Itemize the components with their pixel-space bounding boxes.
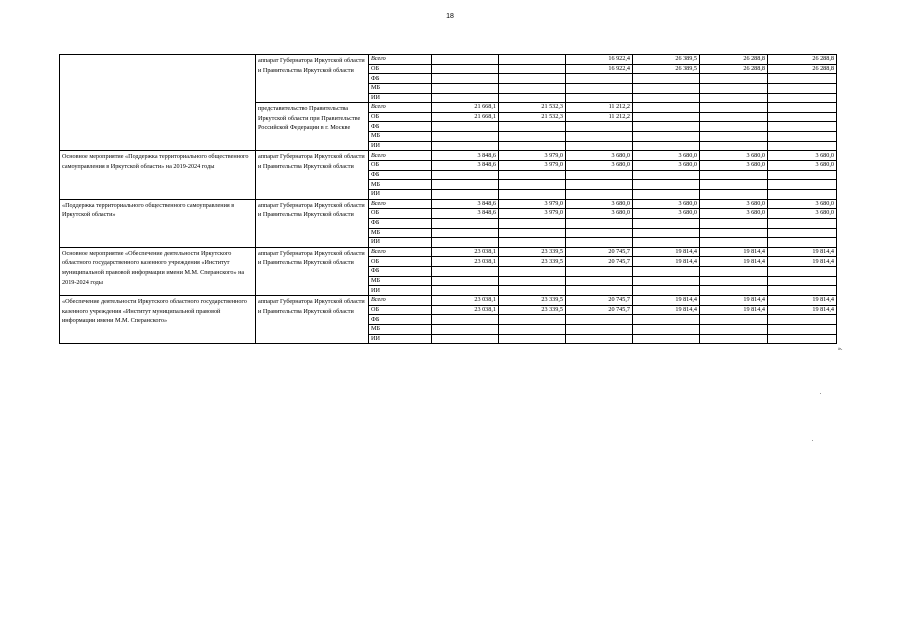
- amount-cell: [633, 74, 700, 84]
- amount-cell: [499, 276, 566, 286]
- amount-cell: [768, 315, 837, 325]
- amount-cell: [566, 218, 633, 228]
- funding-source: ОБ: [369, 161, 432, 171]
- amount-cell: [566, 141, 633, 151]
- amount-cell: [700, 74, 768, 84]
- amount-cell: 23 038,1: [432, 296, 499, 306]
- amount-cell: 3 680,0: [700, 161, 768, 171]
- amount-cell: [633, 228, 700, 238]
- amount-cell: [633, 267, 700, 277]
- amount-cell: [633, 93, 700, 103]
- amount-cell: [432, 132, 499, 142]
- amount-cell: [499, 180, 566, 190]
- table-row: [60, 151, 837, 161]
- amount-cell: [499, 132, 566, 142]
- amount-cell: 3 680,0: [768, 161, 837, 171]
- funding-source: Всего: [369, 103, 432, 113]
- amount-cell: [432, 286, 499, 296]
- amount-cell: [499, 189, 566, 199]
- amount-cell: [768, 93, 837, 103]
- amount-cell: [499, 83, 566, 93]
- amount-cell: 20 745,7: [566, 247, 633, 257]
- funding-source: ОБ: [369, 257, 432, 267]
- amount-cell: [768, 132, 837, 142]
- amount-cell: [700, 267, 768, 277]
- amount-cell: [633, 189, 700, 199]
- amount-cell: 16 922,4: [566, 64, 633, 74]
- amount-cell: 21 668,1: [432, 103, 499, 113]
- funding-source: ИИ: [369, 238, 432, 248]
- amount-cell: 19 814,4: [700, 257, 768, 267]
- amount-cell: 16 922,4: [566, 55, 633, 65]
- amount-cell: 3 680,0: [566, 161, 633, 171]
- amount-cell: [768, 112, 837, 122]
- amount-cell: [566, 189, 633, 199]
- amount-cell: 21 668,1: [432, 112, 499, 122]
- amount-cell: [432, 238, 499, 248]
- amount-cell: [432, 55, 499, 65]
- funding-source: ОБ: [369, 112, 432, 122]
- amount-cell: [566, 132, 633, 142]
- amount-cell: 3 848,6: [432, 209, 499, 219]
- funding-source: ИИ: [369, 93, 432, 103]
- amount-cell: [768, 334, 837, 344]
- amount-cell: [768, 122, 837, 132]
- amount-cell: [566, 315, 633, 325]
- amount-cell: 3 680,0: [633, 151, 700, 161]
- amount-cell: 20 745,7: [566, 296, 633, 306]
- amount-cell: 26 288,8: [700, 55, 768, 65]
- amount-cell: [633, 112, 700, 122]
- amount-cell: [432, 180, 499, 190]
- amount-cell: 21 532,3: [499, 103, 566, 113]
- amount-cell: [499, 74, 566, 84]
- amount-cell: 23 339,5: [499, 296, 566, 306]
- amount-cell: 19 814,4: [700, 247, 768, 257]
- amount-cell: [566, 276, 633, 286]
- page-number: 18: [446, 13, 454, 20]
- activity-description: Основное мероприятие «Поддержка территориального общественного самоуправления в Иркутской области» на 2019-2024 годы: [60, 151, 256, 199]
- amount-cell: 3 680,0: [700, 151, 768, 161]
- amount-cell: [432, 74, 499, 84]
- funding-source: ФБ: [369, 267, 432, 277]
- amount-cell: 26 288,8: [768, 55, 837, 65]
- amount-cell: 26 389,5: [633, 64, 700, 74]
- amount-cell: 23 339,5: [499, 305, 566, 315]
- amount-cell: 3 680,0: [768, 209, 837, 219]
- funding-source: Всего: [369, 296, 432, 306]
- amount-cell: [499, 93, 566, 103]
- amount-cell: [768, 267, 837, 277]
- amount-cell: [768, 218, 837, 228]
- amount-cell: 3 979,0: [499, 151, 566, 161]
- funding-source: ФБ: [369, 218, 432, 228]
- funding-source: ФБ: [369, 315, 432, 325]
- amount-cell: [633, 286, 700, 296]
- amount-cell: 23 339,5: [499, 257, 566, 267]
- funding-source: ОБ: [369, 209, 432, 219]
- funding-source: МБ: [369, 132, 432, 142]
- amount-cell: [633, 103, 700, 113]
- amount-cell: [499, 141, 566, 151]
- amount-cell: [633, 238, 700, 248]
- funding-source: МБ: [369, 228, 432, 238]
- amount-cell: 19 814,4: [768, 247, 837, 257]
- amount-cell: [499, 170, 566, 180]
- amount-cell: 26 389,5: [633, 55, 700, 65]
- funding-source: ОБ: [369, 64, 432, 74]
- amount-cell: 3 680,0: [768, 199, 837, 209]
- amount-cell: [499, 324, 566, 334]
- amount-cell: [432, 315, 499, 325]
- amount-cell: [432, 276, 499, 286]
- amount-cell: [432, 83, 499, 93]
- executor-name: аппарат Губернатора Иркутской области и Правительства Иркутской области: [256, 247, 369, 295]
- funding-source: ИИ: [369, 286, 432, 296]
- amount-cell: [633, 218, 700, 228]
- amount-cell: 3 848,6: [432, 199, 499, 209]
- amount-cell: [566, 286, 633, 296]
- funding-source: ФБ: [369, 170, 432, 180]
- amount-cell: [768, 180, 837, 190]
- table-row: [60, 247, 837, 257]
- amount-cell: [768, 228, 837, 238]
- amount-cell: 3 848,6: [432, 161, 499, 171]
- amount-cell: [700, 83, 768, 93]
- table-row: [60, 55, 837, 65]
- executor-name: аппарат Губернатора Иркутской области и Правительства Иркутской области: [256, 55, 369, 103]
- executor-name: представительство Правительства Иркутской области при Правительстве Российской Федерации в г. Москве: [256, 103, 369, 151]
- amount-cell: [768, 324, 837, 334]
- amount-cell: [432, 228, 499, 238]
- amount-cell: [768, 276, 837, 286]
- amount-cell: 21 532,3: [499, 112, 566, 122]
- amount-cell: [633, 180, 700, 190]
- amount-cell: [432, 93, 499, 103]
- amount-cell: [700, 141, 768, 151]
- amount-cell: [432, 64, 499, 74]
- amount-cell: [432, 189, 499, 199]
- amount-cell: 3 680,0: [633, 199, 700, 209]
- amount-cell: 19 814,4: [633, 305, 700, 315]
- activity-description: Основное мероприятие «Обеспечение деятельности Иркутского областного государственного казенного учреждения «Институт муниципальной правовой информации имени М.М. Сперанского» на 2019-2024 годы: [60, 247, 256, 295]
- funding-source: ИИ: [369, 189, 432, 199]
- amount-cell: [700, 132, 768, 142]
- amount-cell: [566, 83, 633, 93]
- funding-source: МБ: [369, 83, 432, 93]
- funding-source: Всего: [369, 151, 432, 161]
- amount-cell: 3 680,0: [633, 161, 700, 171]
- amount-cell: [768, 141, 837, 151]
- amount-cell: [700, 334, 768, 344]
- amount-cell: [566, 238, 633, 248]
- amount-cell: [700, 324, 768, 334]
- amount-cell: [700, 286, 768, 296]
- amount-cell: 3 680,0: [700, 209, 768, 219]
- closing-quote-mark: ».: [838, 346, 843, 352]
- amount-cell: 11 212,2: [566, 103, 633, 113]
- amount-cell: [499, 228, 566, 238]
- amount-cell: [768, 238, 837, 248]
- activity-description: [60, 55, 256, 151]
- amount-cell: [633, 83, 700, 93]
- amount-cell: 20 745,7: [566, 257, 633, 267]
- amount-cell: [499, 64, 566, 74]
- executor-name: аппарат Губернатора Иркутской области и Правительства Иркутской области: [256, 199, 369, 247]
- amount-cell: [432, 267, 499, 277]
- funding-source: МБ: [369, 276, 432, 286]
- amount-cell: [566, 267, 633, 277]
- amount-cell: [700, 170, 768, 180]
- amount-cell: [700, 112, 768, 122]
- amount-cell: [633, 276, 700, 286]
- funding-source: МБ: [369, 324, 432, 334]
- executor-name: аппарат Губернатора Иркутской области и Правительства Иркутской области: [256, 296, 369, 344]
- amount-cell: 19 814,4: [768, 296, 837, 306]
- amount-cell: [768, 286, 837, 296]
- amount-cell: [633, 141, 700, 151]
- amount-cell: [633, 170, 700, 180]
- amount-cell: 11 212,2: [566, 112, 633, 122]
- amount-cell: [633, 132, 700, 142]
- funding-source: Всего: [369, 247, 432, 257]
- amount-cell: [768, 103, 837, 113]
- funding-source: ОБ: [369, 305, 432, 315]
- amount-cell: 3 979,0: [499, 199, 566, 209]
- amount-cell: 3 680,0: [566, 209, 633, 219]
- budget-table: [59, 54, 837, 344]
- amount-cell: 19 814,4: [700, 296, 768, 306]
- executor-name: аппарат Губернатора Иркутской области и Правительства Иркутской области: [256, 151, 369, 199]
- funding-source: Всего: [369, 55, 432, 65]
- amount-cell: [499, 218, 566, 228]
- activity-description: «Поддержка территориального общественного самоуправления в Иркутской области»: [60, 199, 256, 247]
- funding-source: Всего: [369, 199, 432, 209]
- table-row: [60, 199, 837, 209]
- amount-cell: 3 848,6: [432, 151, 499, 161]
- amount-cell: [700, 103, 768, 113]
- amount-cell: [499, 122, 566, 132]
- amount-cell: [566, 93, 633, 103]
- amount-cell: [499, 267, 566, 277]
- scan-speck: [820, 393, 821, 394]
- amount-cell: [768, 189, 837, 199]
- amount-cell: [432, 122, 499, 132]
- amount-cell: 3 680,0: [700, 199, 768, 209]
- amount-cell: [566, 180, 633, 190]
- amount-cell: [633, 315, 700, 325]
- amount-cell: [700, 276, 768, 286]
- amount-cell: [566, 324, 633, 334]
- amount-cell: 23 339,5: [499, 247, 566, 257]
- amount-cell: [768, 170, 837, 180]
- amount-cell: 23 038,1: [432, 257, 499, 267]
- amount-cell: [700, 180, 768, 190]
- amount-cell: [700, 189, 768, 199]
- amount-cell: [700, 93, 768, 103]
- amount-cell: [499, 238, 566, 248]
- amount-cell: 3 680,0: [633, 209, 700, 219]
- amount-cell: [432, 170, 499, 180]
- amount-cell: [432, 324, 499, 334]
- amount-cell: [633, 324, 700, 334]
- amount-cell: [566, 228, 633, 238]
- amount-cell: [566, 74, 633, 84]
- amount-cell: 19 814,4: [700, 305, 768, 315]
- amount-cell: [633, 122, 700, 132]
- amount-cell: [700, 315, 768, 325]
- amount-cell: [499, 286, 566, 296]
- amount-cell: 3 680,0: [566, 151, 633, 161]
- funding-source: ИИ: [369, 334, 432, 344]
- funding-source: ФБ: [369, 74, 432, 84]
- funding-source: МБ: [369, 180, 432, 190]
- amount-cell: 19 814,4: [633, 296, 700, 306]
- amount-cell: 3 680,0: [566, 199, 633, 209]
- amount-cell: [700, 228, 768, 238]
- amount-cell: 26 288,8: [768, 64, 837, 74]
- funding-source: ФБ: [369, 122, 432, 132]
- amount-cell: 19 814,4: [768, 257, 837, 267]
- amount-cell: [432, 218, 499, 228]
- amount-cell: [566, 122, 633, 132]
- activity-description: «Обеспечение деятельности Иркутского областного государственного казенного учреждения «Институт муниципальной правовой информации имени М.М. Сперанского»: [60, 296, 256, 344]
- amount-cell: 23 038,1: [432, 305, 499, 315]
- amount-cell: [499, 334, 566, 344]
- amount-cell: 26 288,8: [700, 64, 768, 74]
- amount-cell: [432, 141, 499, 151]
- amount-cell: [633, 334, 700, 344]
- amount-cell: [566, 170, 633, 180]
- amount-cell: 20 745,7: [566, 305, 633, 315]
- amount-cell: 19 814,4: [633, 247, 700, 257]
- amount-cell: 19 814,4: [633, 257, 700, 267]
- amount-cell: [499, 55, 566, 65]
- amount-cell: [499, 315, 566, 325]
- amount-cell: 23 038,1: [432, 247, 499, 257]
- amount-cell: 19 814,4: [768, 305, 837, 315]
- amount-cell: 3 979,0: [499, 209, 566, 219]
- table-row: [60, 296, 837, 306]
- funding-source: ИИ: [369, 141, 432, 151]
- amount-cell: 3 680,0: [768, 151, 837, 161]
- scan-speck: [812, 440, 813, 441]
- amount-cell: [432, 334, 499, 344]
- amount-cell: [700, 238, 768, 248]
- amount-cell: [566, 334, 633, 344]
- amount-cell: [700, 218, 768, 228]
- amount-cell: 3 979,0: [499, 161, 566, 171]
- amount-cell: [700, 122, 768, 132]
- amount-cell: [768, 83, 837, 93]
- amount-cell: [768, 74, 837, 84]
